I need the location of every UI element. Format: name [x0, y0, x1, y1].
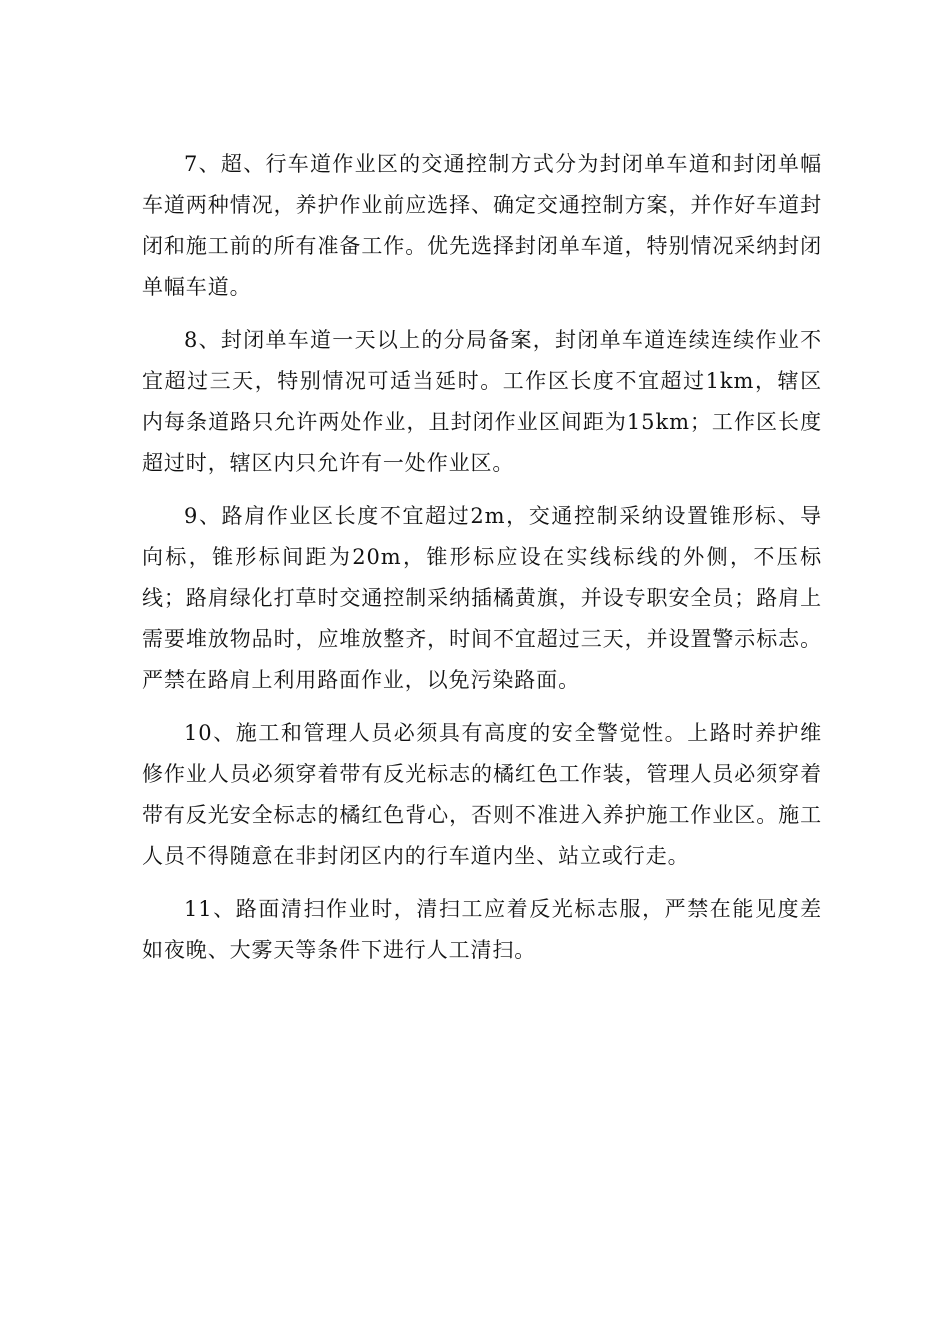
paragraph-item-11: 11、路面清扫作业时，清扫工应着反光标志服，严禁在能见度差如夜晚、大雾天等条件下进行人工清扫。 [142, 897, 822, 962]
paragraph-item-7: 7、超、行车道作业区的交通控制方式分为封闭单车道和封闭单幅车道两种情况，养护作业前应选择、确定交通控制方案，并作好车道封闭和施工前的所有准备工作。优先选择封闭单车道，特别情况采纳封闭单幅车道。 [142, 152, 822, 299]
paragraph-item-10: 10、施工和管理人员必须具有高度的安全警觉性。上路时养护维修作业人员必须穿着带有反光标志的橘红色工作装，管理人员必须穿着带有反光安全标志的橘红色背心，否则不准进入养护施工作业区。施工人员不得随意在非封闭区内的行车道内坐、站立或行走。 [142, 721, 822, 868]
document-body [142, 144, 822, 983]
paragraph-item-9: 9、路肩作业区长度不宜超过2m，交通控制采纳设置锥形标、导向标，锥形标间距为20m，锥形标应设在实线标线的外侧，不压标线；路肩绿化打草时交通控制采纳插橘黄旗，并设专职安全员；路肩上需要堆放物品时，应堆放整齐，时间不宜超过三天，并设置警示标志。严禁在路肩上利用路面作业，以免污染路面。 [142, 504, 822, 692]
paragraph-item-8: 8、封闭单车道一天以上的分局备案，封闭单车道连续连续作业不宜超过三天，特别情况可适当延时。工作区长度不宜超过1km，辖区内每条道路只允许两处作业，且封闭作业区间距为15km；工作区长度超过时，辖区内只允许有一处作业区。 [142, 328, 822, 475]
